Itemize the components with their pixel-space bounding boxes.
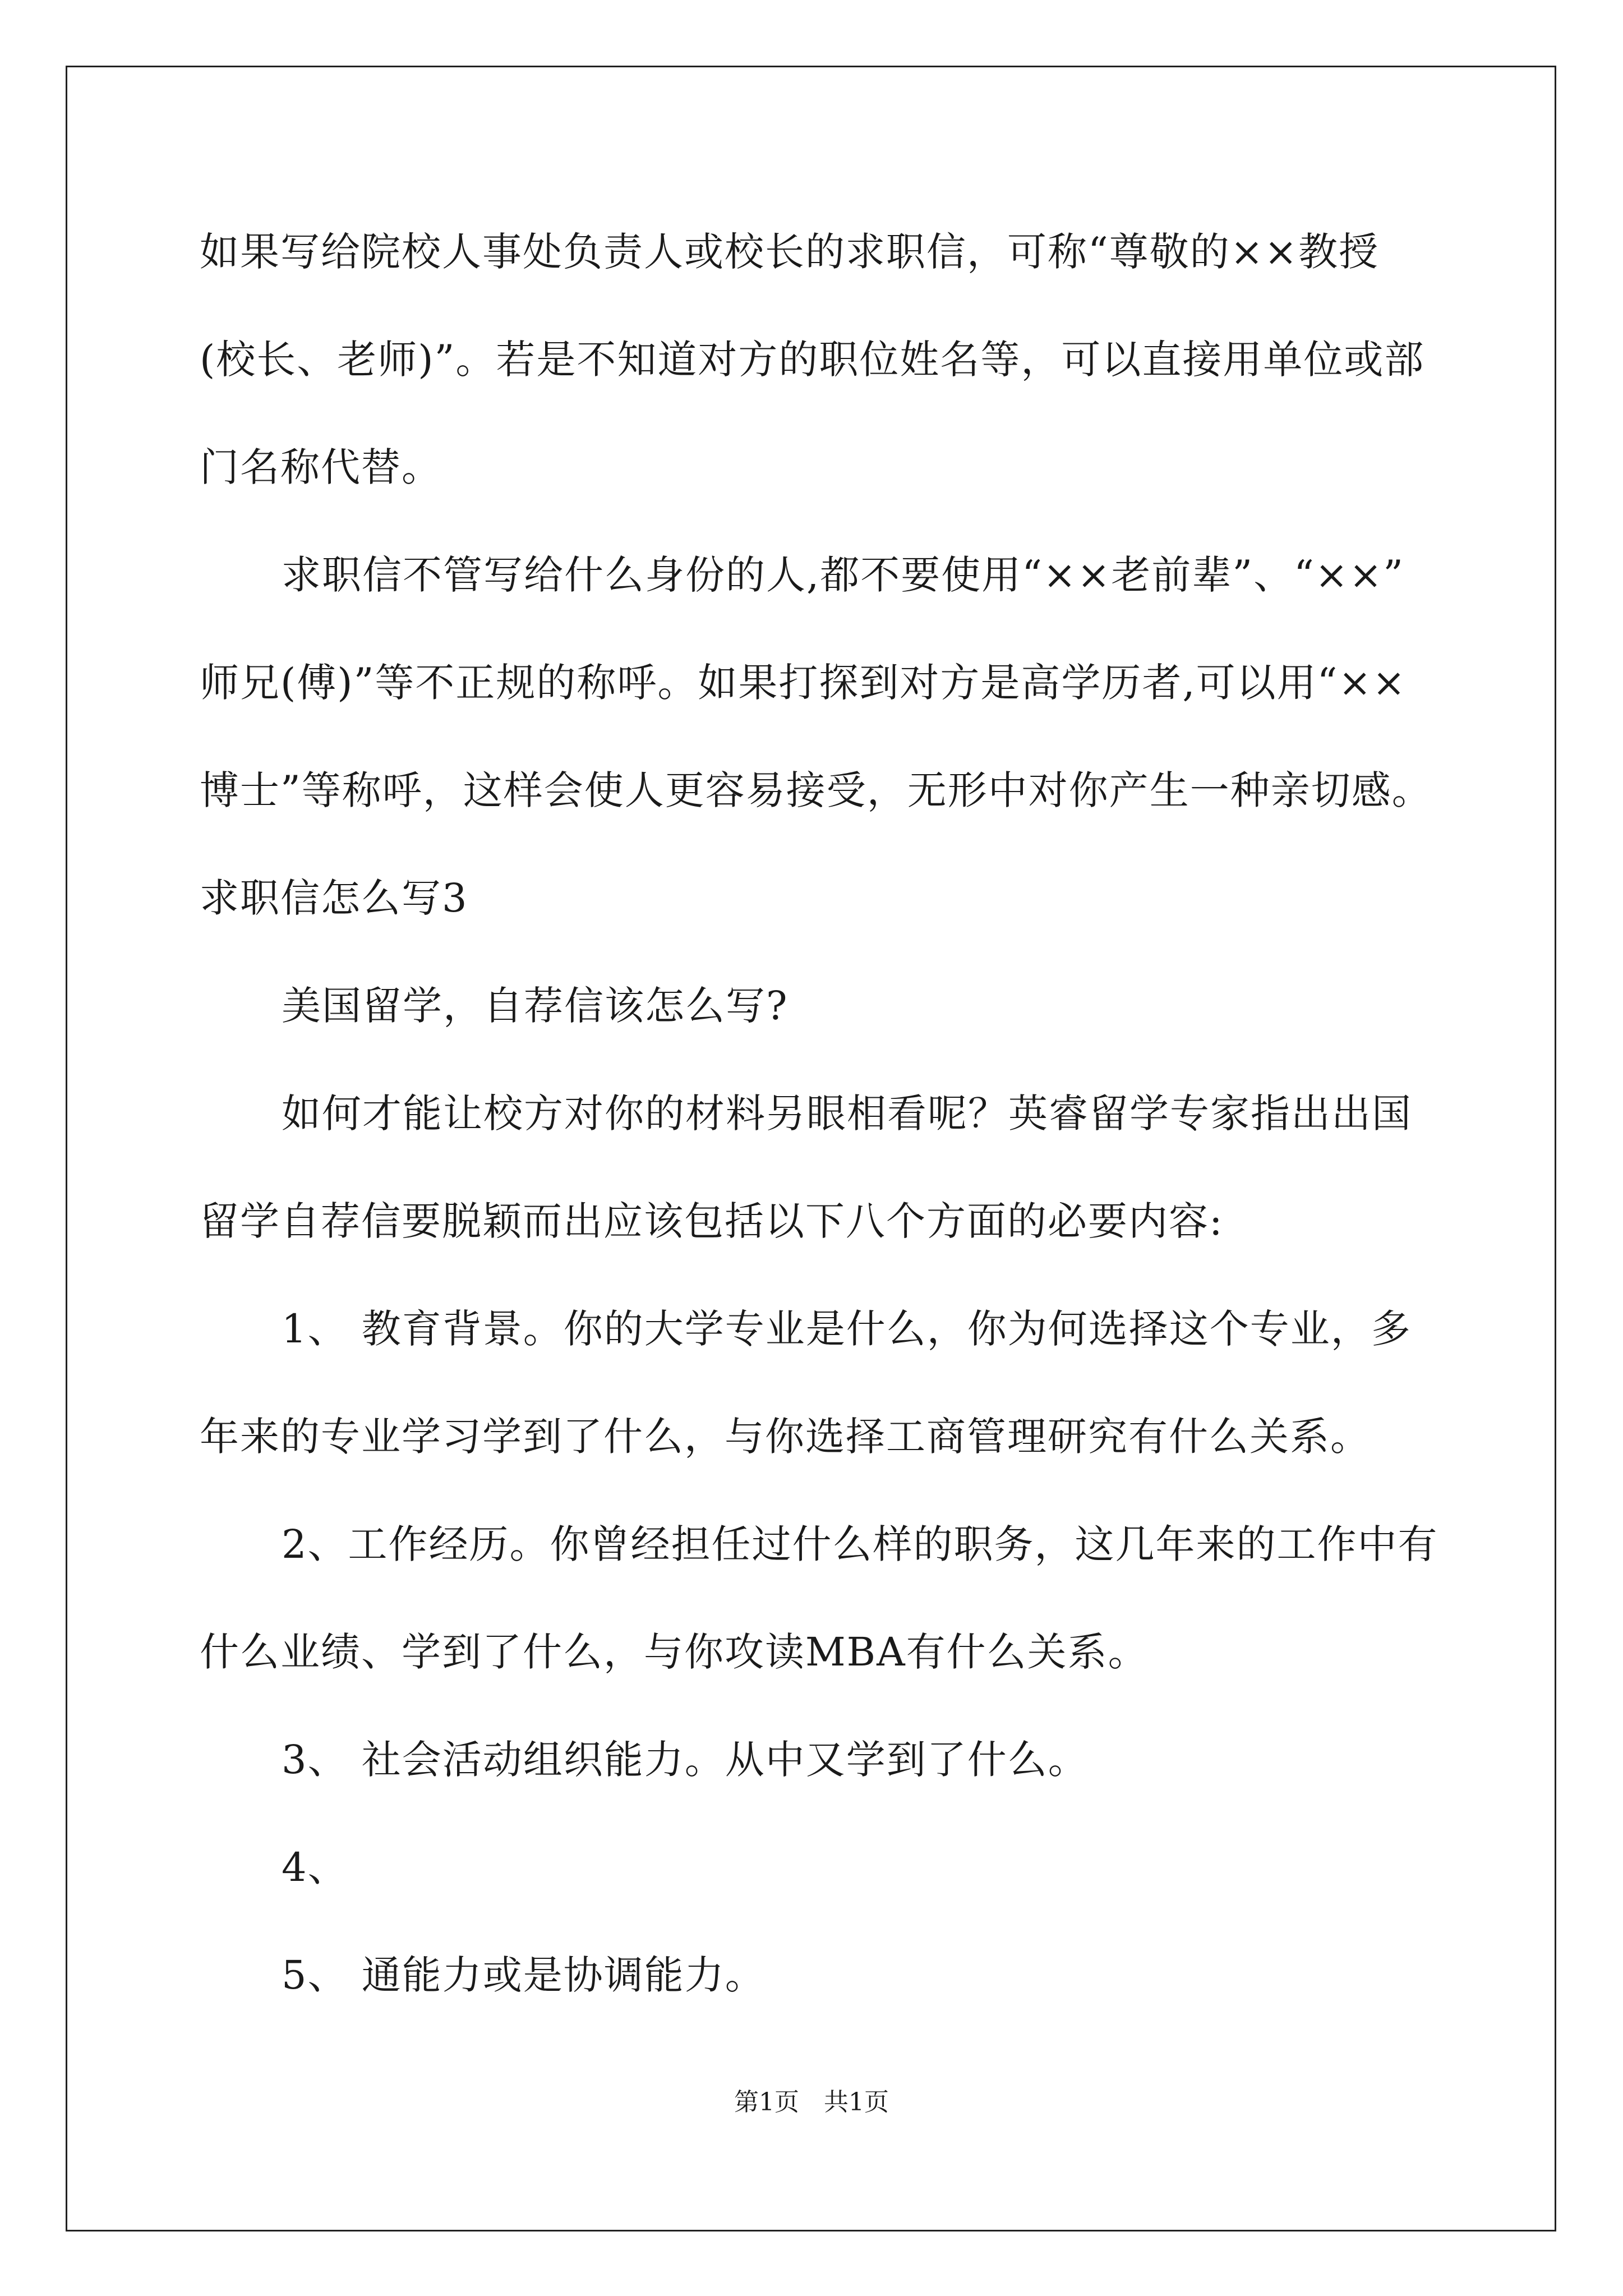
list-item-continuation: 年来的专业学习学到了什么，与你选择工商管理研究有什么关系。	[200, 1414, 1371, 1460]
paragraph-line: 博士”等称呼，这样会使人更容易接受，无形中对你产生一种亲切感。	[200, 767, 1432, 813]
list-item: 5、 通能力或是协调能力。	[282, 1952, 766, 1998]
section-heading: 求职信怎么写3	[200, 875, 468, 921]
paragraph-line: 师兄(傅)”等不正规的称呼。如果打探到对方是高学历者,可以用“××	[200, 660, 1407, 706]
paragraph-line: 如何才能让校方对你的材料另眼相看呢？英睿留学专家指出出国	[282, 1091, 1412, 1137]
list-item: 3、 社会活动组织能力。从中又学到了什么。	[282, 1737, 1089, 1783]
page-footer: 第1页 共1页	[734, 2088, 889, 2116]
list-item: 4、	[282, 1844, 348, 1890]
paragraph-line: 留学自荐信要脱颖而出应该包括以下八个方面的必要内容:	[200, 1198, 1224, 1244]
paragraph-line: (校长、老师)”。若是不知道对方的职位姓名等，可以直接用单位或部	[200, 337, 1425, 383]
paragraph-line: 求职信不管写给什么身份的人,都不要使用“××老前辈”、“××”	[282, 552, 1405, 598]
list-item: 2、工作经历。你曾经担任过什么样的职务，这几年来的工作中有	[282, 1521, 1438, 1567]
paragraph-line: 门名称代替。	[200, 444, 442, 490]
list-item-continuation: 什么业绩、学到了什么，与你攻读MBA有什么关系。	[200, 1629, 1149, 1675]
page-border	[66, 66, 1556, 2231]
list-item: 1、 教育背景。你的大学专业是什么，你为何选择这个专业，多	[282, 1306, 1412, 1352]
paragraph-line: 美国留学，自荐信该怎么写?	[282, 983, 789, 1029]
paragraph-line: 如果写给院校人事处负责人或校长的求职信，可称“尊敬的××教授	[200, 229, 1380, 275]
